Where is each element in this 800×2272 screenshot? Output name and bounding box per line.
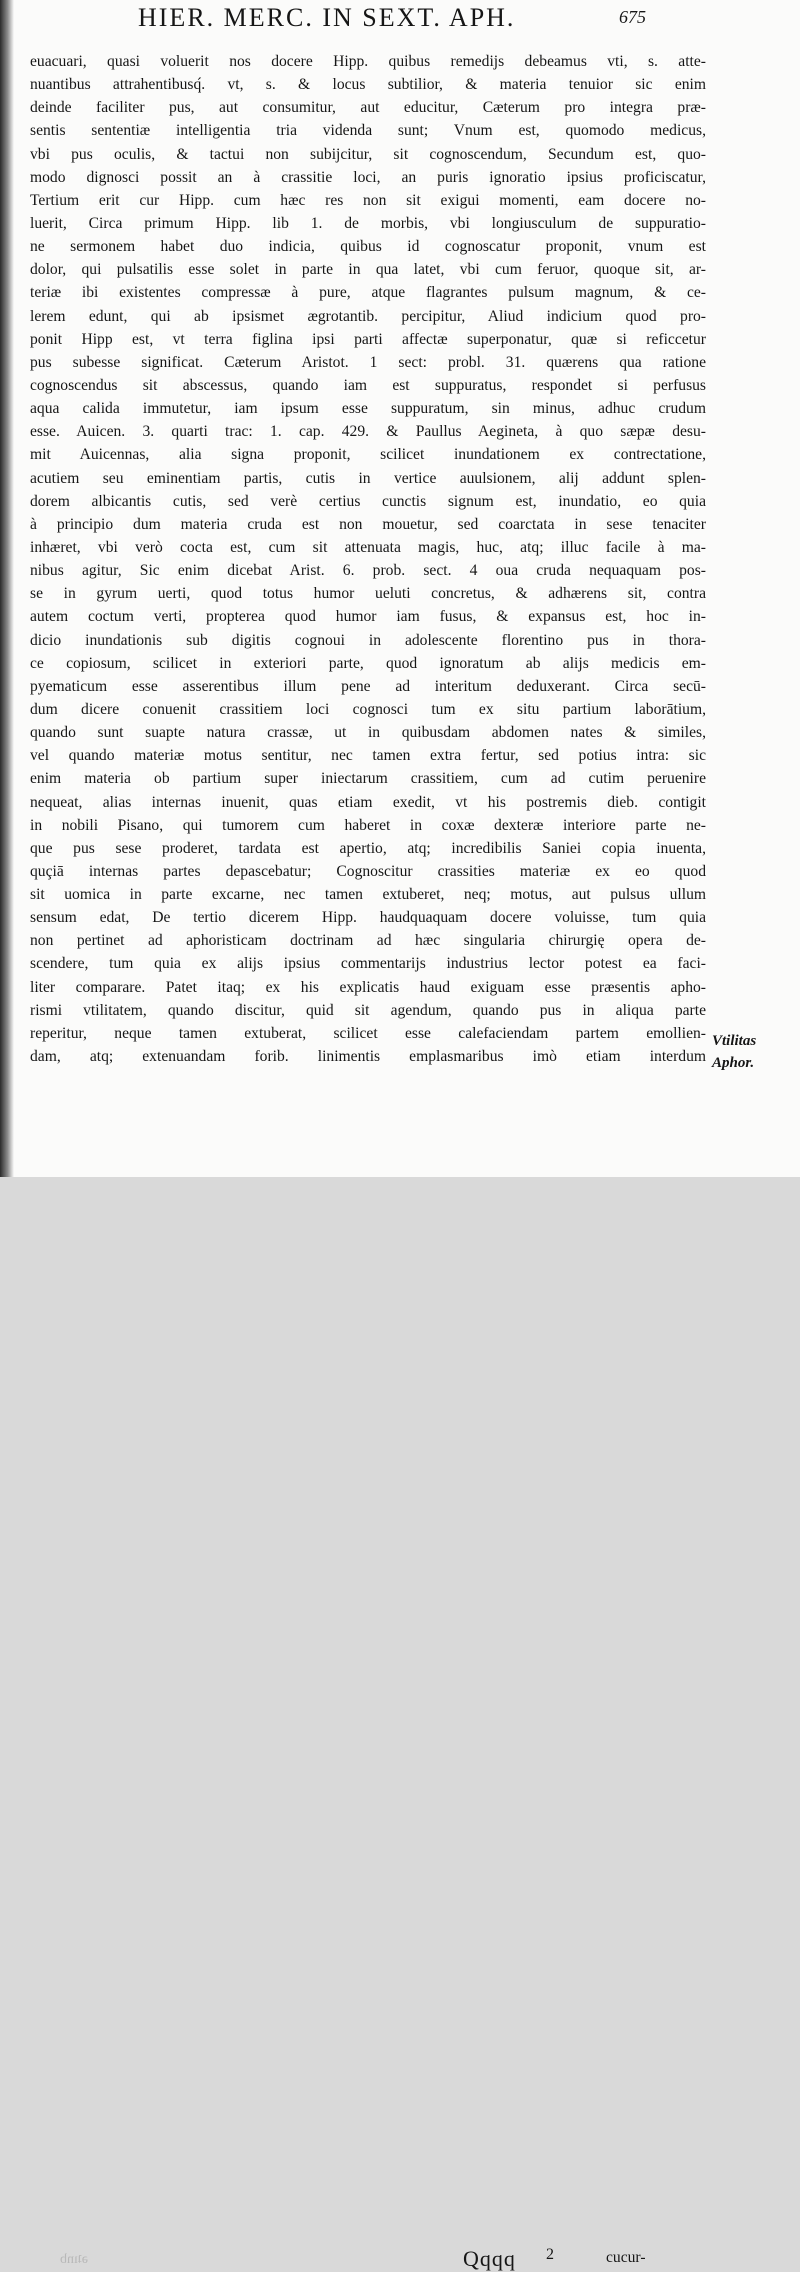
text-line: Tertium erit cur Hipp. cum hæc res non sit exigui momenti, eam docere no-: [30, 191, 706, 209]
text-line: dam, atq; extenuandam forib. linimentis emplasmaribus imò etiam interdum: [30, 1048, 706, 1066]
text-line: euacuari, quasi voluerit nos docere Hipp. quibus remedijs debeamus vti, s. atte-: [30, 53, 706, 70]
margin-note-line: Aphor.: [712, 1055, 755, 1071]
page-header: [0, 0, 800, 48]
margin-note-line: Vtilitas: [712, 1033, 757, 1049]
page-footer: [0, 1118, 800, 2271]
text-line: pus subesse significat. Cæterum Aristot. 1 sect: probl. 31. quærens qua ratione: [30, 353, 706, 371]
bleed-through-mark: [706, 116, 709, 131]
text-line: modo dignosci possit an à crassitie loci, an puris ignoratio ipsius proficiscatur,: [30, 168, 706, 186]
text-line: inhæret, vbi verò cocta est, cum sit attenuata magis, huc, atq; illuc facile à ma-: [30, 538, 706, 556]
text-line: dicio inundationis sub digitis cognoui in adolescente florentino pus in thora-: [30, 631, 706, 649]
text-line: que pus sese proderet, tardata est apertio, atq; incredibilis Saniei copia inuenta,: [30, 839, 706, 857]
text-line: nuantibus attrahentibusq́. vt, s. & locus subtilior, & materia tenuior sic enim: [30, 76, 706, 94]
text-line: mit Auicennas, alia signa proponit, scilicet inundationem ex contrectatione,: [30, 446, 706, 464]
text-line: rismi vtilitatem, quando discitur, quid sit agendum, quando pus in aliqua parte: [30, 1001, 706, 1019]
text-line: deinde faciliter pus, aut consumitur, aut educitur, Cæterum pro integra præ-: [30, 99, 706, 117]
text-line: dolor, qui pulsatilis esse solet in parte in qua latet, vbi cum feruor, quoque sit, ar-: [30, 261, 706, 279]
text-line: reperitur, neque tamen extuberat, scilicet esse calefaciendam partem emollien-: [30, 1024, 706, 1042]
signature-number: 2: [546, 2246, 554, 2263]
text-line: in nobili Pisano, qui tumorem cum haberet in coxæ dexteræ interiore parte ne-: [30, 816, 706, 834]
signature-mark: Qqqq: [463, 2246, 516, 2271]
text-line: à principio dum materia cruda est non mouetur, sed coarctata in sese tenaciter: [30, 515, 706, 533]
page-number: 675: [619, 7, 646, 27]
text-line: esse. Auicen. 3. quarti trac: 1. cap. 429. & Paullus Aegineta, à quo sæpæ desu-: [30, 423, 706, 441]
text-line: nequeat, alias internas inuenit, quas etiam exedit, vt his postremis dieb. contigit: [30, 793, 706, 811]
text-line: dorem albicantis cutis, sed verè certius cunctis signum est, inundatio, eo quia: [30, 492, 706, 510]
text-line: nibus agitur, Sic enim dicebat Arist. 6. prob. sect. 4 oua cruda nequaquam pos-: [30, 562, 706, 580]
text-line: enim materia ob partium super iniectarum crassitiem, cum ad cutim peruenire: [30, 770, 706, 788]
catchword: cucur-: [606, 2249, 646, 2266]
text-line: ne sermonem habet duo indicia, quibus id cognoscatur proponit, vnum est: [30, 238, 706, 256]
text-line: sit uomica in parte excarne, nec tamen extuberet, neq; motus, aut pulsus ullum: [30, 886, 706, 904]
text-line: vbi pus oculis, & tactui non subijcitur, sit cognoscendum, Secundum est, quo-: [30, 145, 706, 163]
binding-shadow: [0, 0, 14, 1177]
text-line: autem coctum verti, propterea quod humor iam fusus, & expansus est, hoc in-: [30, 608, 706, 626]
text-line: lerem edunt, qui ab ipsismet ægrotantib. percipitur, Aliud indicium quod pro-: [30, 307, 706, 325]
text-line: aqua calida immutetur, iam ipsum esse suppuratum, sin minus, adhuc crudum: [30, 400, 706, 418]
text-line: quando sunt suapte natura crassæ, ut in quibusdam abdomen nates & similes,: [30, 724, 706, 742]
text-line: non pertinet ad aphoristicam doctrinam ad hæc singularia chirurgię opera de-: [30, 932, 706, 950]
text-line: ponit Hipp est, vt terra figlina ipsi parti affectæ superponatur, quæ si reficcetur: [30, 330, 706, 348]
text-line: pyematicum esse asserentibus illum pene ad interitum deduxerant. Circa secū-: [30, 677, 706, 695]
margin-note: [712, 1030, 796, 1074]
text-line: sentis sententiæ intelligentia tria videnda sunt; Vnum est, quomodo medicus,: [30, 122, 706, 140]
body-text: [30, 50, 706, 1068]
text-line: sensum edat, De tertio dicerem Hipp. haudquaquam docere voluisse, tum quia: [30, 909, 706, 927]
text-line: vel quando materiæ motus sentitur, nec tamen extra fertur, sed potius intra: sic: [30, 747, 706, 765]
text-line: scendere, tum quia ex alijs ipsius commentarijs industrius lector potest ea faci-: [30, 955, 706, 973]
text-line: quçiā internas partes depascebatur; Cognoscitur crassities materiæ ex eo quod: [30, 862, 706, 880]
text-line: teriæ ibi existentes compressæ à pure, atque flagrantes pulsum magnum, & ce-: [30, 284, 706, 302]
text-line: luerit, Circa primum Hipp. lib 1. de morbis, vbi longiusculum de suppuratio-: [30, 214, 706, 232]
text-line: dum dicere conuenit crassitiem loci cognosci tum ex situ partium laborātium,: [30, 700, 706, 718]
bleed-through-catchword: ǝʇınb: [60, 2252, 88, 2267]
text-line: liter comparare. Patet itaq; ex his explicatis haud exiguam esse præsentis apho-: [30, 978, 706, 996]
text-line: cognoscendus sit abscessus, quando iam est suppuratus, respondet si perfusus: [30, 376, 706, 394]
running-head: HIER. MERC. IN SEXT. APH.: [138, 3, 516, 32]
text-line: ce copiosum, scilicet in exteriori parte, quod ignoratum ab alijs medicis em-: [30, 654, 706, 672]
text-line: se in gyrum uerti, quod totus humor ueluti concretus, & adhærens sit, contra: [30, 585, 706, 603]
text-line: acutiem seu eminentiam partis, cutis in vertice auulsionem, alij addunt splen-: [30, 469, 706, 487]
